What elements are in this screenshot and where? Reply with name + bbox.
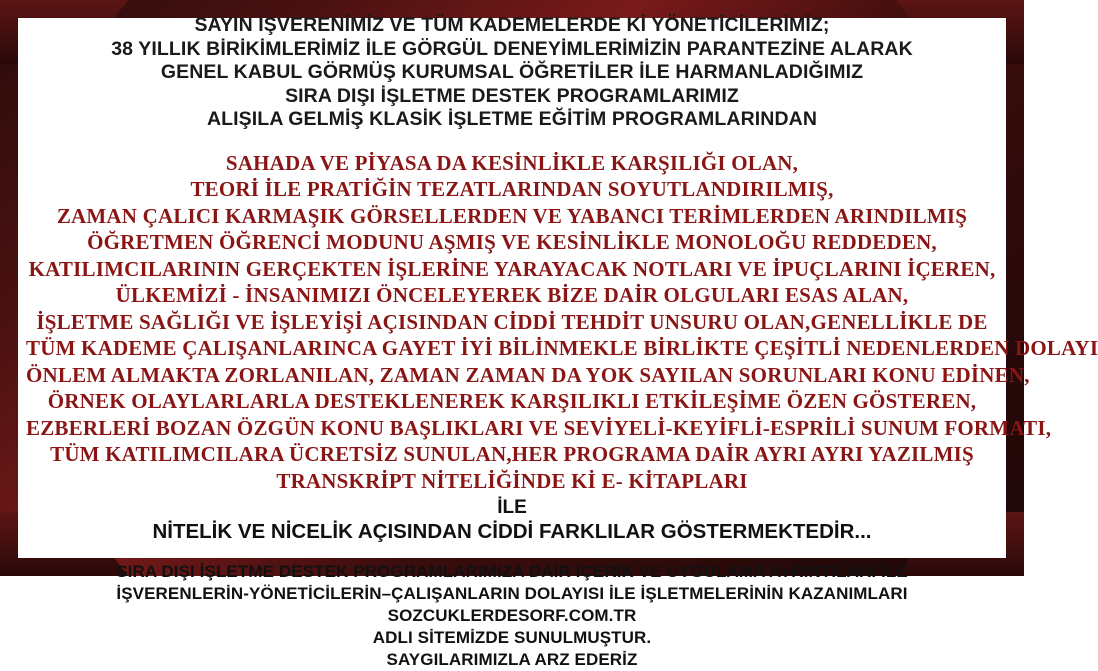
intro-line: 38 YILLIK BİRİKİMLERİMİZ İLE GÖRGÜL DENEYİMLERİMİZİN PARANTEZİNE ALARAK — [111, 37, 913, 60]
body-line: KATILIMCILARININ GERÇEKTEN İŞLERİNE YARAYACAK NOTLARI VE İPUÇLARINI İÇEREN, — [28, 256, 996, 281]
body-line: EZBERLERİ BOZAN ÖZGÜN KONU BAŞLIKLARI VE SEVİYELİ-KEYİFLİ-ESPRİLİ SUNUM FORMATI, — [26, 415, 1052, 440]
conclusion-text: NİTELİK VE NİCELİK AÇISINDAN CİDDİ FARKLILAR GÖSTERMEKTEDİR... — [152, 520, 872, 543]
body-line: İŞLETME SAĞLIĞI VE İŞLEYİŞİ AÇISINDAN CİDDİ TEHDİT UNSURU OLAN,GENELLİKLE DE — [36, 309, 988, 334]
intro-paragraph — [26, 14, 998, 132]
footer-line: SAYGILARIMIZLA ARZ EDERİZ — [386, 650, 638, 669]
connector-text: İLE — [497, 497, 527, 518]
body-line: TÜM KATILIMCILARA ÜCRETSİZ SUNULAN,HER PROGRAMA DAİR AYRI AYRI YAZILMIŞ — [50, 442, 974, 466]
intro-line: GENEL KABUL GÖRMÜŞ KURUMSAL ÖĞRETİLER İLE HARMANLADIĞIMIZ — [160, 61, 864, 83]
body-line: TRANSKRİPT NİTELİĞİNDE Kİ E- KİTAPLARI — [276, 468, 748, 493]
body-line: ÖNLEM ALMAKTA ZORLANILAN, ZAMAN ZAMAN DA YOK SAYILAN SORUNLARI KONU EDİNEN, — [26, 362, 1030, 387]
intro-line: SIRA DIŞI İŞLETME DESTEK PROGRAMLARIMIZ — [285, 84, 739, 107]
body-line: TÜM KADEME ÇALIŞANLARINCA GAYET İYİ BİLİNMEKLE BİRLİKTE ÇEŞİTLİ NEDENLERDEN DOLAYI — [26, 336, 1098, 360]
footer-website: SOZCUKLERDESORF.COM.TR — [387, 606, 637, 625]
body-line: ÖRNEK OLAYLARLARLA DESTEKLENEREK KARŞILIKLI ETKİLEŞİME ÖZEN GÖSTEREN, — [47, 389, 977, 413]
footer-line: SIRA DIŞI İŞLETME DESTEK PROGRAMLARIMIZA DAİR İÇERİK VE UYGULAMA AYRINTILARI İLE — [116, 562, 908, 581]
intro-line: ALIŞILA GELMİŞ KLASİK İŞLETME EĞİTİM PROGRAMLARINDAN — [206, 108, 818, 130]
body-paragraph — [26, 150, 1098, 495]
footer-line: ADLI SİTEMİZDE SUNULMUŞTUR. — [372, 628, 652, 647]
body-line: ÖĞRETMEN ÖĞRENCİ MODUNU AŞMIŞ VE KESİNLİKLE MONOLOĞU REDDEDEN, — [87, 230, 937, 254]
intro-line: SAYIN İŞVERENİMİZ VE TÜM KADEMELERDE Kİ YÖNETİCİLERİMİZ; — [194, 14, 830, 36]
body-line: ÜLKEMİZİ - İNSANIMIZI ÖNCELEYEREK BİZE DAİR OLGULARI ESAS ALAN, — [115, 283, 909, 307]
body-line: TEORİ İLE PRATİĞİN TEZATLARINDAN SOYUTLANDIRILMIŞ, — [190, 177, 834, 201]
footer-line: İŞVERENLERİN-YÖNETİCİLERİN–ÇALIŞANLARIN DOLAYISI İLE İŞLETMELERİNİN KAZANIMLARI — [116, 584, 908, 603]
body-line: ZAMAN ÇALICI KARMAŞIK GÖRSELLERDEN VE YABANCI TERİMLERDEN ARINDILMIŞ — [56, 203, 968, 228]
body-line: SAHADA VE PİYASA DA KESİNLİKLE KARŞILIĞI OLAN, — [225, 150, 799, 175]
footer-paragraph — [26, 561, 998, 671]
